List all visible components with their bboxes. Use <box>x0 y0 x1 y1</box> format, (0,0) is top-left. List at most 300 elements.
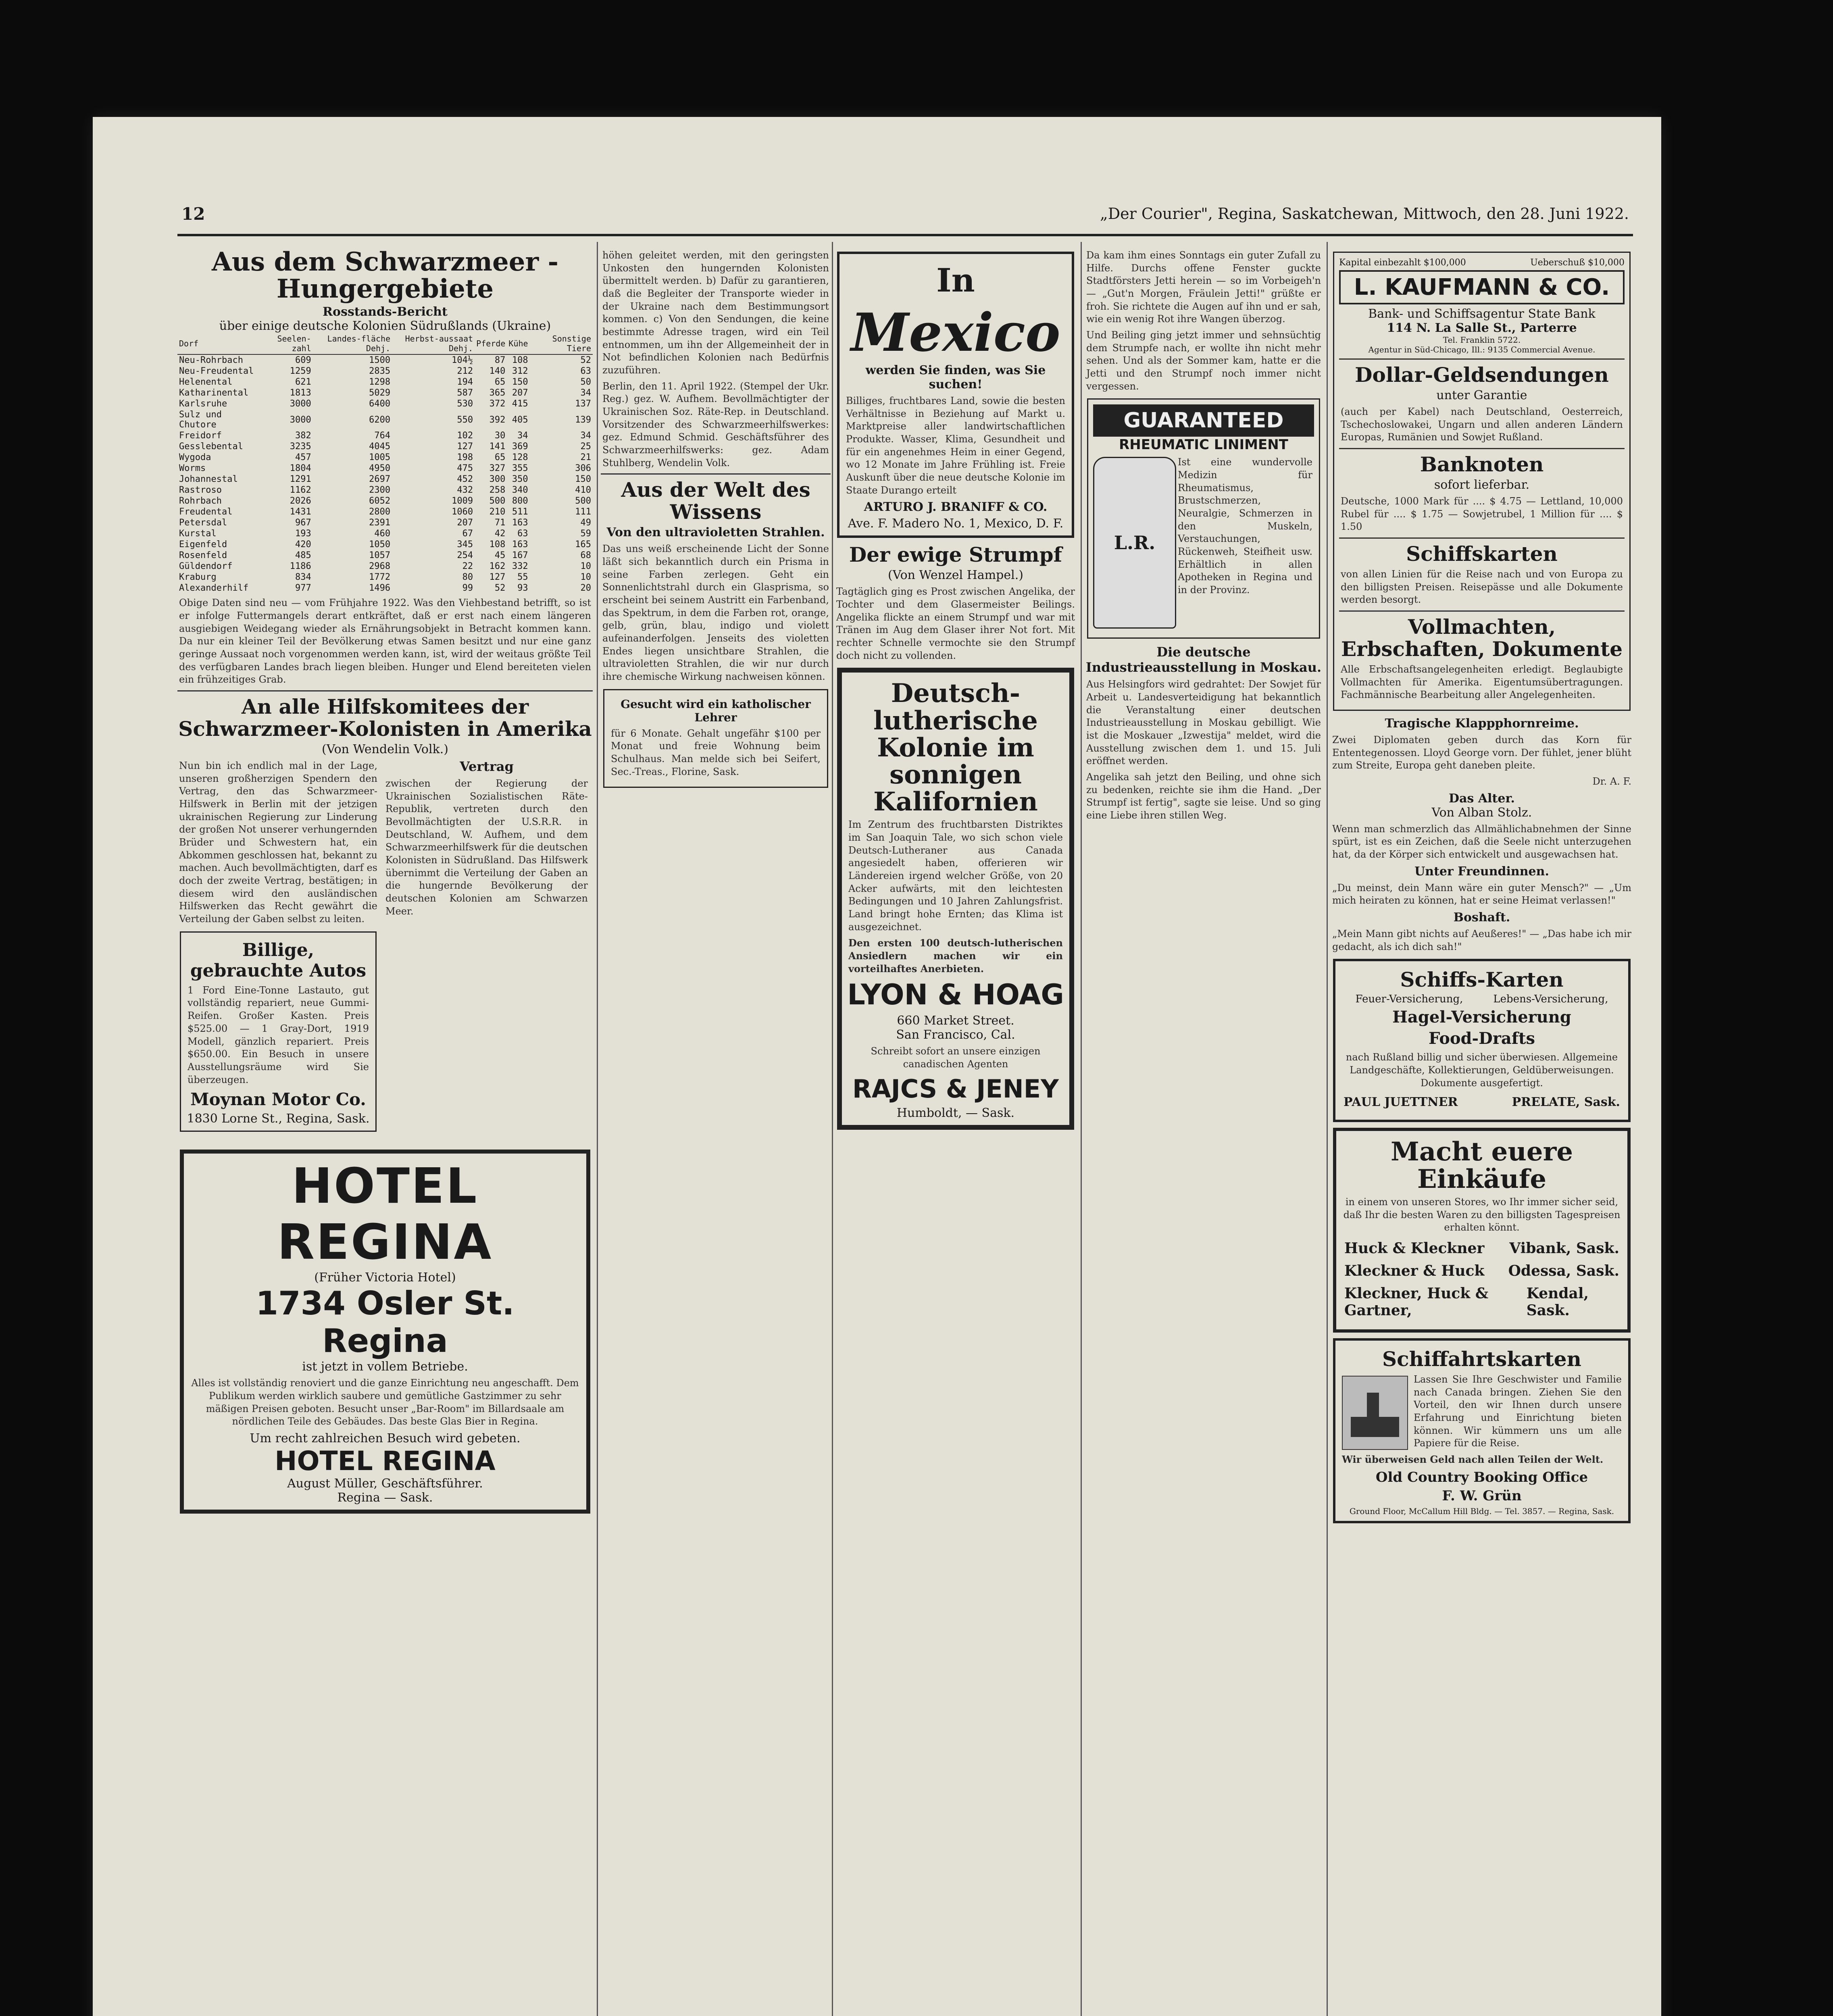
table-cell: 128 <box>512 452 528 463</box>
table-cell: 355 <box>512 463 528 474</box>
table-cell: 52 <box>494 583 506 594</box>
table-cell: Johannestal <box>179 474 238 485</box>
table-cell: 59 <box>580 529 591 539</box>
table-cell: 432 <box>457 485 473 496</box>
table-cell: 50 <box>580 377 591 387</box>
table-cell: 212 <box>457 366 473 377</box>
table-cell: 369 <box>512 442 528 452</box>
table-cell: 22 <box>462 561 473 572</box>
teacher-ad-text: für 6 Monate. Gehalt ungefähr $100 per Monat und freie Wohnung beim Schulhaus. Man melde sich bei Seifert, Sec.-Treas., Florine, Sask. <box>611 727 821 777</box>
hotel-owner: August Müller, Geschäftsführer. <box>287 1476 483 1491</box>
story-text-2: Und Beiling ging jetzt immer und sehnsüchtig dem Strumpfe nach, er wollte ihn nicht mehr sehen. Und als der Sommer kam, hatte er die Jetti und den Strumpf noch immer nicht vergessen. <box>1086 329 1321 392</box>
table-cell: 1162 <box>290 485 311 496</box>
insurance-name: PAUL JUETTNER <box>1344 1095 1458 1110</box>
autos-ad <box>180 931 377 1132</box>
table-cell: 1772 <box>369 572 391 583</box>
juettner-ad <box>1333 959 1631 1122</box>
table-cell: 452 <box>457 474 473 485</box>
table-cell: 194 <box>457 377 473 387</box>
insurance-title: Schiffs-Karten <box>1400 968 1564 992</box>
california-ad <box>837 668 1074 1129</box>
notes-sub: sofort lieferbar. <box>1434 478 1530 492</box>
insurance-hagel: Hagel-Versicherung <box>1392 1008 1571 1027</box>
autos-firm: Moynan Motor Co. <box>190 1089 366 1110</box>
bank-branch: Agentur in Süd-Chicago, Ill.: 9135 Commercial Avenue. <box>1368 345 1596 354</box>
table-cell: Alexanderhilf <box>179 583 249 594</box>
table-row <box>177 430 593 441</box>
table-row <box>177 366 593 377</box>
contract-title: Vertrag <box>460 759 514 775</box>
table-cell: 258 <box>489 485 506 496</box>
table-row <box>177 485 593 496</box>
table-cell: 55 <box>517 572 528 583</box>
table-cell: 3000 <box>290 399 311 409</box>
table-row <box>177 398 593 409</box>
table-cell: 127 <box>489 572 506 583</box>
table-cell: 621 <box>295 377 311 387</box>
table-cell: 511 <box>512 507 528 517</box>
table-cell: 10 <box>580 561 591 572</box>
column-1 <box>177 246 593 2016</box>
table-row <box>177 463 593 474</box>
mexico-title: Mexico <box>851 302 1060 363</box>
appeal-title: An alle Hilfskomitees der Schwarzmeer-Kolonisten in Amerika <box>178 695 592 741</box>
table-cell: 6052 <box>369 496 391 506</box>
table-header-cell: Pferde <box>475 333 507 354</box>
table-cell: 392 <box>489 414 506 425</box>
table-cell: 163 <box>512 518 528 528</box>
store-place: Odessa, Sask. <box>1508 1262 1619 1279</box>
dollar-title: Dollar-Geldsendungen <box>1355 363 1609 387</box>
einkauf-text: in einem von unseren Stores, wo Ihr immer sicher seid, daß Ihr die besten Waren zu den billigsten Tagespreisen erhalten könnt. <box>1343 1196 1621 1233</box>
table-cell: Helenental <box>179 377 233 387</box>
table-cell: 460 <box>374 529 391 539</box>
table-cell: 2026 <box>290 496 311 506</box>
table-cell: 1259 <box>290 366 311 377</box>
table-row <box>177 539 593 550</box>
table-cell: 3000 <box>290 414 311 425</box>
table-cell: Gesslebental <box>179 442 243 452</box>
table-cell: 365 <box>489 388 506 398</box>
table-cell: 1500 <box>369 355 391 366</box>
table-cell: Karlsruhe <box>179 399 227 409</box>
hotel-name: HOTEL REGINA <box>277 1158 493 1271</box>
table-cell: 6200 <box>369 414 391 425</box>
table-row <box>177 506 593 517</box>
table-cell: 1057 <box>369 550 391 561</box>
table-row <box>177 517 593 528</box>
bank-reserve: Ueberschuß $10,000 <box>1530 258 1625 268</box>
header-rule <box>177 234 1633 236</box>
california-agents: RAJCS & JENEY <box>852 1074 1059 1104</box>
table-cell: 457 <box>295 452 311 463</box>
table-cell: Neu-Rohrbach <box>179 355 243 366</box>
table-cell: 1060 <box>452 507 473 517</box>
alter-title: Das Alter. <box>1449 791 1515 806</box>
table-cell: 210 <box>489 507 506 517</box>
report-text: Obige Daten sind neu — vom Frühjahre 1922. Was den Viehbestand betrifft, so ist er infolge Futtermangels derart entkräftet, daß er erst nach einem längeren ausgiebigen Weidegang wieder als Ernährungsobjekt in Betracht kommen kann. Da nur ein kleiner Teil der Bevölkerung etwas Samen besitzt und nur eine ganz geringe Aussaat noch vorgenommen werden kann, ist, wird der weitaus größte Teil des verfügbaren Landes brach liegen bleiben. Hunger und Elend bereiteten vielen ein frühzeitiges Grab. <box>179 597 591 685</box>
poem-sign: Dr. A. F. <box>1592 776 1631 787</box>
contract-signatures: Berlin, den 11. April 1922. (Stempel der Ukr. Reg.) gez. W. Aufhem. Bevollmächtigter der Ukrainischen Soz. Räte-Rep. in Deutschland. Vorsitzender des Schwarzmeerhilfswerkes: gez. Edmund Schmid. Geschäftsführer des Schwarzmeerhilfswerks: gez. Adam Stuhlberg, Wendelin Volk. <box>602 380 829 469</box>
column-2 <box>601 246 831 2016</box>
steamship-icon <box>1342 1376 1408 1450</box>
appeal-author: (Von Wendelin Volk.) <box>322 742 448 757</box>
california-address: 660 Market Street. <box>897 1014 1014 1028</box>
table-row <box>177 441 593 452</box>
strumpf-text: Tagtäglich ging es Prost zwischen Angelika, der Tochter und dem Glasermeister Beilings. Angelika flickte an einem Strumpf und war mit Tränen im Aug dem Glaser ihrer Not fort. Mit rechter Schnelle vermochte sie den Strumpf doch nicht zu vollenden. <box>836 586 1075 661</box>
table-cell: 1496 <box>369 583 391 594</box>
california-offer: Den ersten 100 deutsch-lutherischen Ansiedlern machen wir ein vorteilhaftes Anerbieten. <box>848 937 1063 975</box>
table-cell: 1186 <box>290 561 311 572</box>
mexico-tagline: werden Sie finden, was Sie suchen! <box>865 363 1046 392</box>
insurance-life: Lebens-Versicherung, <box>1493 993 1608 1006</box>
teacher-ad-title: Gesucht wird ein katholischer Lehrer <box>621 697 811 724</box>
table-cell: 127 <box>457 442 473 452</box>
schiffahrt-firm: Old Country Booking Office <box>1375 1469 1588 1485</box>
science-text: Das uns weiß erscheinende Licht der Sonne läßt sich bekanntlich durch ein Prisma in seine Farben zerlegen. Geht ein Sonnenlichtstrahl durch ein Glasprisma, so erscheint bei seinem Austritt ein Farbenband, das Spektrum, in dem die Farben rot, orange, gelb, grün, blau, indigo und violett aufeinanderfolgen. Jenseits des violetten Endes liegen unsichtbare Strahlen, die ultravioletten Strahlen, die wir nur durch ihre chemische Wirkung nachweisen können. <box>602 543 829 683</box>
store-item <box>1344 1240 1619 1257</box>
liniment-name: RHEUMATIC LINIMENT <box>1119 437 1288 453</box>
column-divider <box>597 242 598 2016</box>
kaufmann-ad <box>1333 252 1631 711</box>
appeal-text: Nun bin ich endlich mal in der Lage, unseren großherzigen Spendern den Vertrag, den das Schwarzmeer-Hilfswerk in Berlin mit der jetzigen ukrainischen Regierung zur Linderung der großen Not unserer verhungernden Brüder und Schwestern hat, ein Abkommen geschlossen hat, bekannt zu machen. Auch bevollmächtigten, darf es doch der zweite Vertrag, bestätigen; in diesem wird den ausländischen Hilfswerken das Recht gewährt die Verteilung der Gaben selbst zu leiten. <box>179 760 377 925</box>
bank-name: L. KAUFMANN & CO. <box>1339 270 1625 304</box>
table-cell: 1431 <box>290 507 311 517</box>
hotel-city: Regina — Sask. <box>337 1490 433 1505</box>
table-cell: 2800 <box>369 507 391 517</box>
table-cell: 49 <box>580 518 591 528</box>
newspaper-page <box>93 117 1661 2016</box>
table-cell: 207 <box>512 388 528 398</box>
table-cell: 3235 <box>290 442 311 452</box>
mexico-address: Ave. F. Madero No. 1, Mexico, D. F. <box>848 516 1064 531</box>
hotel-text: Alles ist vollständig renoviert und die ganze Einrichtung neu angeschafft. Dem Publikum werden wirklich saubere und gemütliche Gastzimmer zu sehr mäßigen Preisen geboten. Besucht unser „Bar-Room" im Billardsaale am nördlichen Teile des Gebäudes. Das beste Glas Bier in Regina. <box>191 1377 579 1427</box>
freund-text: „Du meinst, dein Mann wäre ein guter Mensch?" — „Um mich heiraten zu können, hat er seine Heimat verlassen!" <box>1332 882 1631 906</box>
table-cell: 306 <box>575 463 591 474</box>
hotel-sign: HOTEL REGINA <box>275 1445 496 1477</box>
table-cell: 141 <box>489 442 506 452</box>
table-row <box>177 583 593 594</box>
table-cell: 150 <box>575 474 591 485</box>
notes-title: Banknoten <box>1420 452 1544 477</box>
table-cell: Rohrbach <box>179 496 222 506</box>
table-cell: 1050 <box>369 539 391 550</box>
store-item <box>1344 1262 1619 1279</box>
table-cell: 63 <box>580 366 591 377</box>
table-cell: 34 <box>580 431 591 441</box>
store-item <box>1344 1285 1619 1319</box>
column-divider <box>1327 242 1328 2016</box>
autos-address: 1830 Lorne St., Regina, Sask. <box>187 1112 370 1126</box>
table-cell: 34 <box>517 431 528 441</box>
hunger-subtitle: Rosstands-Bericht <box>323 305 448 319</box>
store-place: Kendal, Sask. <box>1526 1285 1589 1319</box>
table-header-cell: Seelen-zahl <box>262 333 313 354</box>
village-table <box>177 333 593 594</box>
table-cell: 137 <box>575 399 591 409</box>
table-cell: 104½ <box>452 355 473 366</box>
table-cell: Kurstal <box>179 529 217 539</box>
column-4 <box>1085 246 1323 2016</box>
strumpf-author: (Von Wenzel Hampel.) <box>888 568 1023 583</box>
table-row <box>177 561 593 572</box>
schiffahrt-owner: F. W. Grün <box>1442 1487 1522 1504</box>
store-name: Huck & Kleckner <box>1344 1239 1485 1257</box>
contract-continued: höhen geleitet werden, mit den geringsten Unkosten den hungernden Kolonisten übermittelt werden. b) Dafür zu garantieren, daß die Begleiter der Transporte wieder in der Ukraine nach dem Bestimmungsort kommen. c) Von den Sendungen, die keine bestimmte Adresse tragen, wird ein Teil entnommen, um ihn der Allgemeinheit der in Not befindlichen Kolonien nach Bedürfnis zuzuführen. <box>602 250 829 376</box>
alter-author: Von Alban Stolz. <box>1431 805 1532 820</box>
story-end: Angelika sah jetzt den Beiling, und ohne sich zu bedenken, reichte sie ihm die Hand. „Der Strumpf ist fertig", sagte sie leise. Und so ging eine Liebe ihren stillen Weg. <box>1086 771 1321 821</box>
table-row <box>177 550 593 561</box>
liniment-text: Ist eine wundervolle Medizin für Rheumatismus, Brustschmerzen, Neuralgie, Schmerzen in den Muskeln, Verstauchungen, Rückenweh, Steifheit usw. Erhältlich in allen Apotheken in Regina und in der Provinz. <box>1178 456 1312 596</box>
table-cell: 2968 <box>369 561 391 572</box>
table-cell: 10 <box>580 572 591 583</box>
autos-text: 1 Ford Eine-Tonne Lastauto, gut vollständig repariert, neue Gummi-Reifen. Großer Kasten. Preis $525.00 — 1 Gray-Dort, 1919 Modell, gänzlich repariert. Preis $650.00. Ein Besuch in unsere Ausstellungsräume wird Sie überzeugen. <box>187 984 369 1085</box>
table-cell: 21 <box>580 452 591 463</box>
mexico-text: Billiges, fruchtbares Land, sowie die besten Verhältnisse in Beziehung auf Markt u. Marktpreise aller landwirtschaftlichen Produkte. Wasser, Klima, Gesundheit und für ein angenehmes Heim in einer Gegend, wo 12 Monate im Jahre Frühling ist. Freie Auskunft über die neue deutsche Kolonie im Staate Durango erteilt <box>846 395 1065 496</box>
table-header-cell: Landes-fläche Dehj. <box>313 333 392 354</box>
table-cell: Freidorf <box>179 431 222 441</box>
liniment-bottle-icon <box>1093 457 1176 629</box>
table-row <box>177 474 593 485</box>
california-firm: LYON & HOAG <box>847 978 1064 1012</box>
table-cell: 99 <box>462 583 473 594</box>
column-5 <box>1331 246 1633 2016</box>
table-cell: 87 <box>494 355 506 366</box>
table-row <box>177 452 593 463</box>
table-cell: 1804 <box>290 463 311 474</box>
table-cell: 111 <box>575 507 591 517</box>
hotel-status: ist jetzt in vollem Betriebe. <box>302 1360 468 1374</box>
industry-text: Aus Helsingfors wird gedrahtet: Der Sowjet für Arbeit u. Landesverteidigung hat bekanntlich die Veranstaltung einer deutschen Industrieausstellung in Moskau gebilligt. Wie ist die Moskauer „Izwestija" meldet, wird die Ausstellung zwischen dem 1. und 15. Juli eröffnet werden. <box>1086 679 1321 767</box>
mexico-ad <box>837 252 1074 538</box>
einkauf-ad <box>1333 1128 1631 1332</box>
table-cell: 52 <box>580 355 591 366</box>
table-cell: 550 <box>457 414 473 425</box>
table-row <box>177 572 593 583</box>
table-cell: 345 <box>457 539 473 550</box>
table-cell: 45 <box>494 550 506 561</box>
table-row <box>177 387 593 398</box>
page-number: 12 <box>181 204 205 224</box>
table-header-cell: Sonstige Tiere <box>530 333 593 354</box>
table-cell: 1009 <box>452 496 473 506</box>
table-cell: 587 <box>457 388 473 398</box>
table-cell: 2391 <box>369 518 391 528</box>
freund-title: Unter Freundinnen. <box>1414 864 1549 879</box>
karten-text: von allen Linien für die Reise nach und von Europa zu den billigsten Preisen. Reisepässe und alle Dokumente werden besorgt. <box>1341 569 1623 606</box>
table-cell: 312 <box>512 366 528 377</box>
bos-text: „Mein Mann gibt nichts auf Aeußeres!" — „Das habe ich mir gedacht, als ich dich sah!" <box>1332 928 1631 952</box>
table-row <box>177 354 593 366</box>
einkauf-title: Macht euere Einkäufe <box>1390 1137 1573 1194</box>
table-cell: 2697 <box>369 474 391 485</box>
bos-title: Boshaft. <box>1453 910 1510 925</box>
table-cell: 165 <box>575 539 591 550</box>
table-cell: Güldendorf <box>179 561 233 572</box>
hunger-title: Aus dem Schwarzmeer - Hungergebiete <box>211 247 559 304</box>
mexico-in: In <box>936 261 975 299</box>
insurance-text: nach Rußland billig und sicher überwiesen. Allgemeine Landgeschäfte, Kollektierungen, Geldüberweisungen. Dokumente ausgefertigt. <box>1346 1052 1618 1089</box>
table-cell: 108 <box>489 539 506 550</box>
schiffahrt-ad <box>1333 1338 1631 1523</box>
table-cell: 93 <box>517 583 528 594</box>
dollar-sub: unter Garantie <box>1436 388 1527 402</box>
table-cell: 800 <box>512 496 528 506</box>
store-name: Kleckner, Huck & Gartner, <box>1344 1285 1489 1319</box>
table-cell: 420 <box>295 539 311 550</box>
table-cell: 300 <box>489 474 506 485</box>
california-agents-note: Schreibt sofort an unsere einzigen canadischen Agenten <box>871 1045 1041 1070</box>
column-divider <box>1081 242 1082 2016</box>
bank-phone: Tel. Franklin 5722. <box>1443 335 1521 345</box>
table-cell: 193 <box>295 529 311 539</box>
table-cell: 1291 <box>290 474 311 485</box>
table-cell: Kraburg <box>179 572 217 583</box>
page-header <box>181 202 1629 226</box>
table-cell: Sulz und Chutore <box>179 410 222 430</box>
science-subtitle: Von den ultravioletten Strahlen. <box>606 525 825 540</box>
insurance-fire: Feuer-Versicherung, <box>1355 993 1463 1006</box>
table-cell: 485 <box>295 550 311 561</box>
california-agents-city: Humboldt, — Sask. <box>896 1106 1015 1120</box>
poem-title: Tragische Klappphornreime. <box>1385 716 1579 731</box>
table-cell: 163 <box>512 539 528 550</box>
table-cell: 977 <box>295 583 311 594</box>
table-cell: 63 <box>517 529 528 539</box>
table-cell: 71 <box>494 518 506 528</box>
notes-rates: Deutsche, 1000 Mark für .... $ 4.75 — Lettland, 10,000 Rubel für .... $ 1.75 — Sowjetrubel, 1 Million für .... $ 1.50 <box>1341 496 1623 533</box>
table-cell: 1005 <box>369 452 391 463</box>
schiffahrt-title: Schiffahrtskarten <box>1382 1347 1581 1371</box>
table-cell: 80 <box>462 572 473 583</box>
table-row <box>177 377 593 387</box>
table-cell: 6400 <box>369 399 391 409</box>
table-cell: 475 <box>457 463 473 474</box>
science-title: Aus der Welt des Wissens <box>621 478 810 524</box>
table-cell: Katharinental <box>179 388 249 398</box>
schiffahrt-note: Wir überweisen Geld nach allen Teilen der Welt. <box>1342 1453 1604 1465</box>
table-cell: 4950 <box>369 463 391 474</box>
california-text: Im Zentrum des fruchtbarsten Distriktes im San Joaquin Tale, wo sich schon viele Deutsch-Lutheraner aus Canada angesiedelt haben, offerieren wir Ländereien irgend welcher Größe, von 20 Acker aufwärts, mit den leichtesten Bedingungen und 10 Jahren Zahlungsfrist. Land bringt hohe Ernten; das Klima ist ausgezeichnet. <box>848 819 1063 933</box>
table-cell: 500 <box>575 496 591 506</box>
table-cell: 530 <box>457 399 473 409</box>
table-cell: 340 <box>512 485 528 496</box>
table-cell: 167 <box>512 550 528 561</box>
table-cell: 327 <box>489 463 506 474</box>
column-divider <box>832 242 833 2016</box>
table-cell: 140 <box>489 366 506 377</box>
teacher-ad <box>603 689 828 788</box>
california-title: Deutsch-lutherische Kolonie im sonnigen Kalifornien <box>873 678 1038 817</box>
insurance-food: Food-Drafts <box>1428 1029 1535 1048</box>
table-row <box>177 528 593 539</box>
table-cell: 102 <box>457 431 473 441</box>
table-row <box>177 409 593 430</box>
table-cell: 67 <box>462 529 473 539</box>
table-cell: 254 <box>457 550 473 561</box>
table-cell: Rastroso <box>179 485 222 496</box>
table-cell: 2835 <box>369 366 391 377</box>
table-cell: 42 <box>494 529 506 539</box>
table-cell: 609 <box>295 355 311 366</box>
vollmachten-title: Vollmachten, Erbschaften, Dokumente <box>1341 615 1623 661</box>
strumpf-title: Der ewige Strumpf <box>849 543 1062 567</box>
table-cell: 5029 <box>369 388 391 398</box>
table-cell: 405 <box>512 414 528 425</box>
store-place: Vibank, Sask. <box>1509 1239 1619 1257</box>
table-cell: Petersdal <box>179 518 227 528</box>
table-header-cell: Kühe <box>507 333 529 354</box>
table-cell: 34 <box>580 388 591 398</box>
table-cell: 415 <box>512 399 528 409</box>
hotel-former: (Früher Victoria Hotel) <box>314 1270 456 1285</box>
table-cell: 198 <box>457 452 473 463</box>
liniment-label: L.R. <box>1114 532 1156 554</box>
table-cell: 150 <box>512 377 528 387</box>
bank-capital: Kapital einbezahlt $100,000 <box>1339 258 1466 268</box>
table-cell: Freudental <box>179 507 233 517</box>
stores-list <box>1341 1240 1623 1319</box>
table-cell: 2300 <box>369 485 391 496</box>
industry-title: Die deutsche Industrieausstellung in Moskau. <box>1085 644 1322 675</box>
table-cell: 25 <box>580 442 591 452</box>
mexico-firm: ARTURO J. BRANIFF & CO. <box>864 500 1048 514</box>
table-cell: 350 <box>512 474 528 485</box>
table-cell: Neu-Freudental <box>179 366 254 377</box>
table-cell: 764 <box>374 431 391 441</box>
table-cell: 834 <box>295 572 311 583</box>
table-cell: 65 <box>494 452 506 463</box>
masthead: „Der Courier", Regina, Saskatchewan, Mittwoch, den 28. Juni 1922. <box>1100 205 1629 223</box>
table-cell: 68 <box>580 550 591 561</box>
table-cell: Wygoda <box>179 452 211 463</box>
table-cell: 382 <box>295 431 311 441</box>
table-cell: 20 <box>580 583 591 594</box>
table-cell: 108 <box>512 355 528 366</box>
california-city: San Francisco, Cal. <box>896 1028 1015 1042</box>
column-3 <box>835 246 1077 2016</box>
hotel-invite: Um recht zahlreichen Besuch wird gebeten. <box>250 1431 521 1445</box>
karten-title: Schiffskarten <box>1406 542 1558 566</box>
contract-text: zwischen der Regierung der Ukrainischen Sozialistischen Räte-Republik, vertreten durch den Bevollmächtigten der U.S.R.R. in Deutschland, W. Aufhem, und dem Schwarzmeerhilfswerk für die deutschen Kolonisten in Südrußland. Das Hilfswerk übernimmt die Verteilung der Gaben an die hungernde Bevölkerung der deutschen Kolonien am Schwarzen Meer. <box>385 778 588 917</box>
table-header-cell: Herbst-aussaat Dehj. <box>392 333 475 354</box>
autos-title: Billige, gebrauchte Autos <box>190 939 367 981</box>
table-cell: 410 <box>575 485 591 496</box>
vollmachten-text: Alle Erbschaftsangelegenheiten erledigt. Beglaubigte Vollmachten für Amerika. Eigentumsübertragungen. Fachmännische Bearbeitung aller Angelegenheiten. <box>1341 664 1623 701</box>
table-header-cell: Dorf <box>177 333 262 354</box>
table-cell: 372 <box>489 399 506 409</box>
story-text: Da kam ihm eines Sonntags ein guter Zufall zu Hilfe. Durchs offene Fenster guckte Stadtförsters Jetti herein — so im Vorbeigeh'n — „Gut'n Morgen, Fräulein Jetti!" grüßte er froh. Sie richtete die Augen auf ihn und er sah, wie ein wenig Rot ihre Wangen überzog. <box>1086 250 1321 325</box>
store-name: Kleckner & Huck <box>1344 1262 1485 1279</box>
liniment-ad <box>1087 398 1320 639</box>
table-cell: 1298 <box>369 377 391 387</box>
table-cell: 207 <box>457 518 473 528</box>
hunger-subtitle2: über einige deutsche Kolonien Südrußlands (Ukraine) <box>219 319 551 333</box>
table-cell: 500 <box>489 496 506 506</box>
schiffahrt-text: Lassen Sie Ihre Geschwister und Familie nach Canada bringen. Ziehen Sie den Vorteil, den wir Ihnen durch unsere Erfahrung und Einrichtung bieten können. Wir kümmern uns um alle Papiere für die Reise. <box>1414 1373 1622 1449</box>
schiffahrt-address: Ground Floor, McCallum Hill Bldg. — Tel. 3857. — Regina, Sask. <box>1349 1506 1614 1516</box>
insurance-city: PRELATE, Sask. <box>1512 1095 1620 1110</box>
dollar-text: (auch per Kabel) nach Deutschland, Oesterreich, Tschechoslowakei, Ungarn und allen anderen Ländern Europas, Rumänien und Sowjet Rußland. <box>1341 406 1623 443</box>
hotel-address: 1734 Osler St. Regina <box>256 1285 514 1360</box>
alter-text: Wenn man schmerzlich das Allmählichabnehmen der Sinne spürt, ist es ein Zeichen, daß die Seele nicht unterzugehen hat, da der Körper sich entwickelt und ausgewachsen hat. <box>1332 823 1631 860</box>
table-cell: 30 <box>494 431 506 441</box>
table-cell: 4045 <box>369 442 391 452</box>
liniment-guaranteed: GUARANTEED <box>1093 404 1314 437</box>
table-cell: 139 <box>575 414 591 425</box>
table-cell: 65 <box>494 377 506 387</box>
table-row <box>177 496 593 506</box>
